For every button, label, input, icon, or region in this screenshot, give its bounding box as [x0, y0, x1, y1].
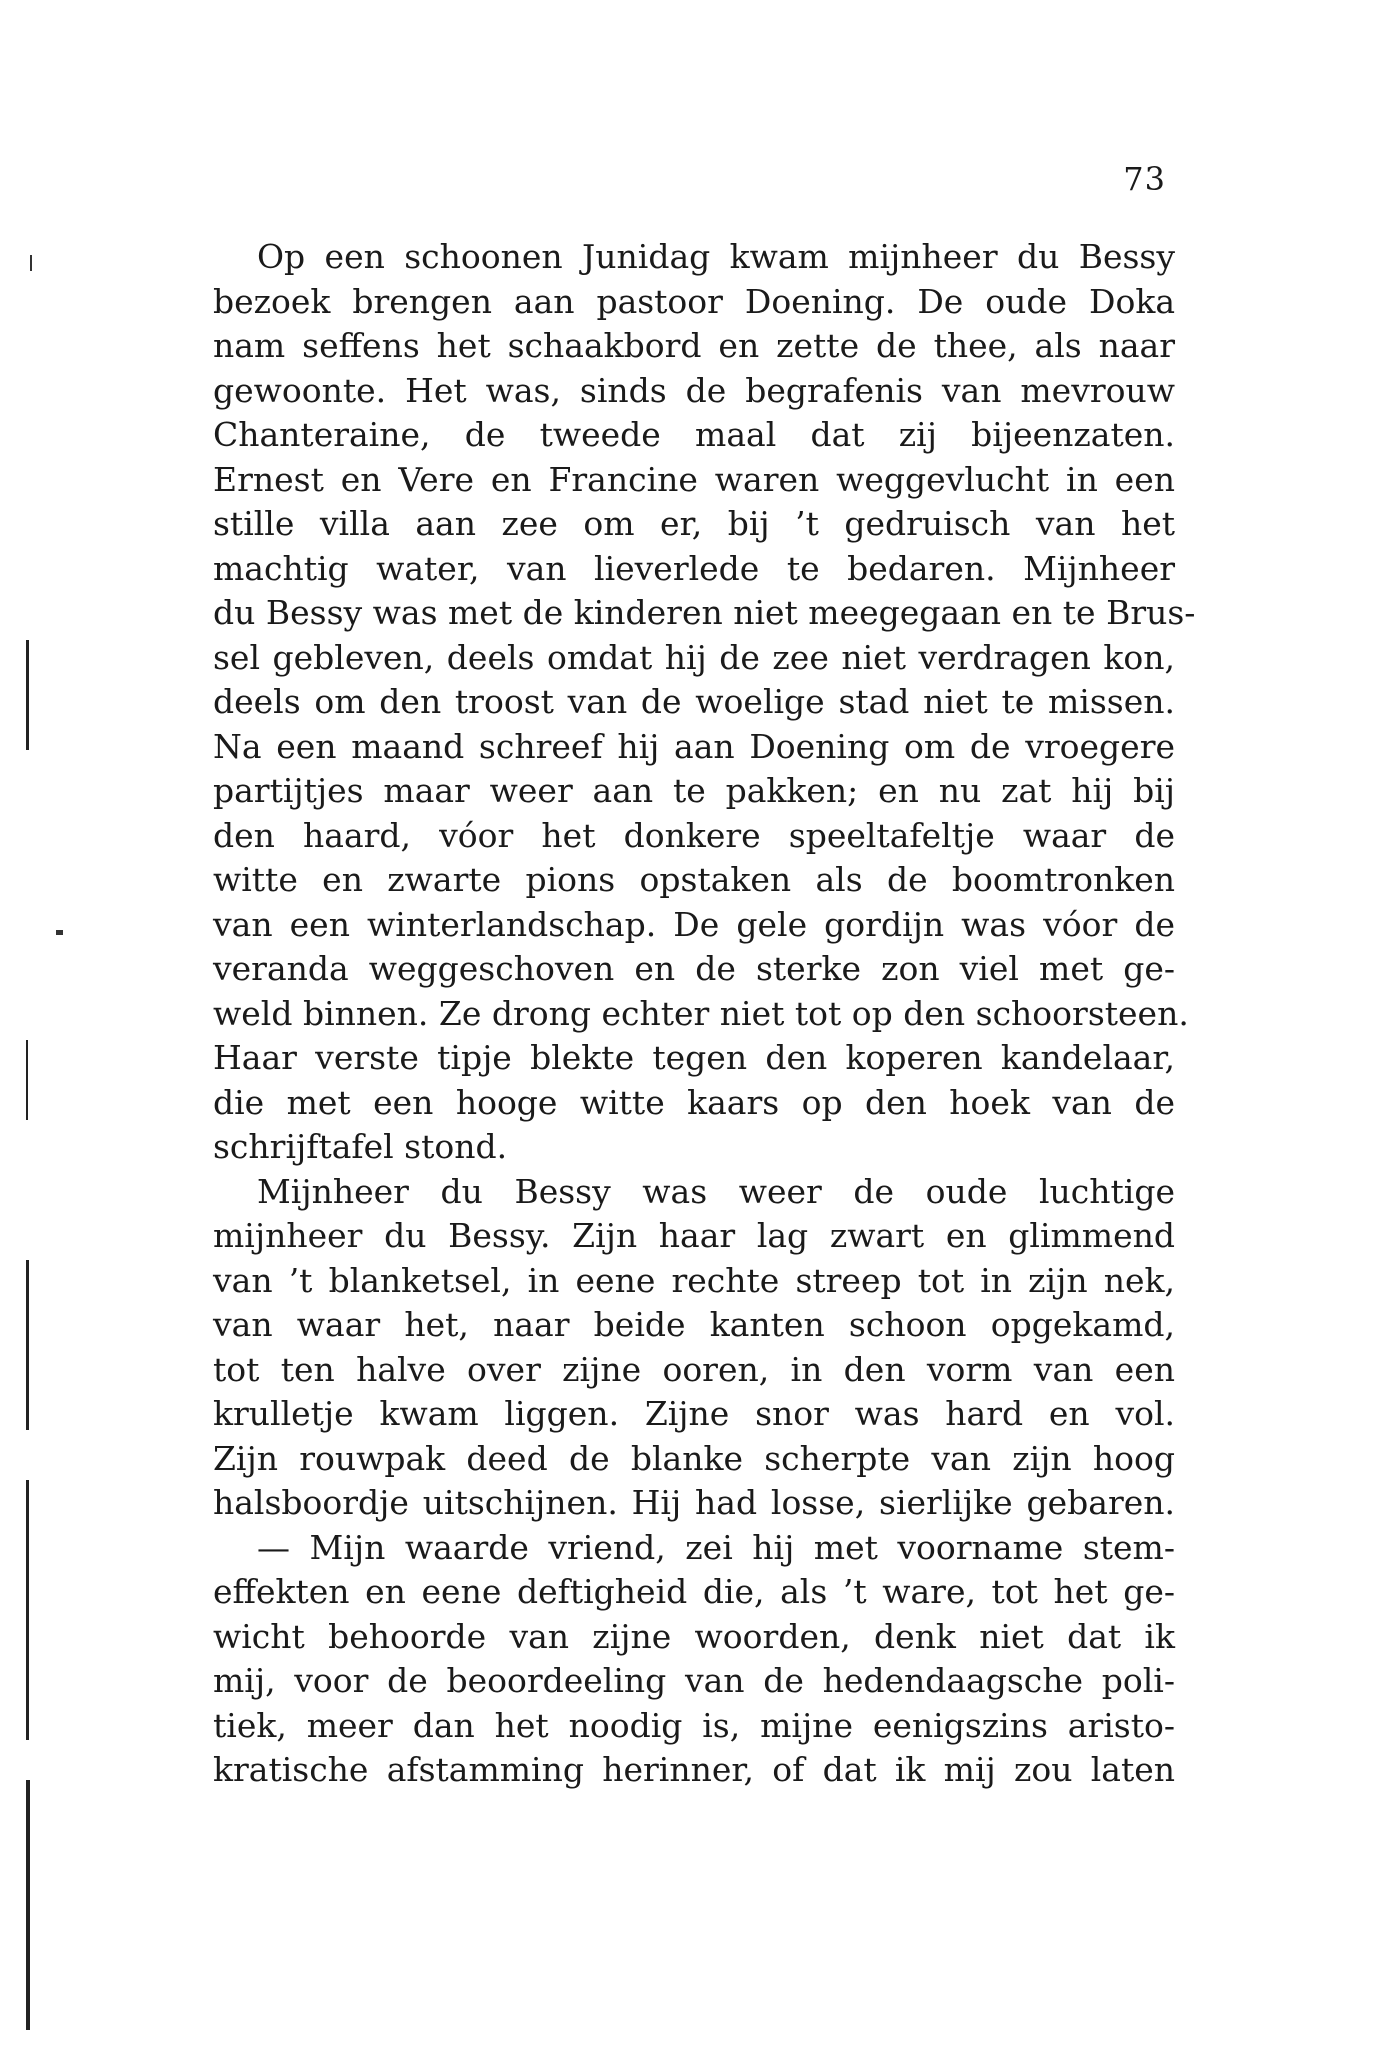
text-line: tiek, meer dan het noodig is, mijne eenigszins aristo- [213, 1705, 1175, 1745]
page-number: 73 [1123, 160, 1166, 198]
text-line: Ernest en Vere en Francine waren weggevlucht in een [213, 459, 1175, 499]
text-line: van waar het, naar beide kanten schoon opgekamd, [213, 1305, 1175, 1344]
text-line: witte en zwarte pions opstaken als de boomtronken [213, 860, 1175, 899]
text-line: Mijnheer du Bessy was weer de oude luchtige [257, 1171, 1175, 1211]
text-line: wicht behoorde van zijne woorden, denk niet dat ik [213, 1616, 1175, 1656]
text-line: mij, voor de beoordeeling van de hedendaagsche poli- [213, 1661, 1175, 1700]
text-line: Haar verste tipje blekte tegen den koperen kandelaar, [213, 1038, 1175, 1077]
text-line: deels om den troost van de woelige stad niet te missen. [213, 682, 1175, 721]
scan-edge-mark [26, 1780, 30, 2030]
text-line: tot ten halve over zijne ooren, in den vorm van een [213, 1349, 1175, 1389]
text-line: die met een hooge witte kaars op den hoek van de [213, 1082, 1175, 1122]
text-line: sel gebleven, deels omdat hij de zee niet verdragen kon, [213, 637, 1175, 677]
scan-speck [56, 930, 63, 935]
text-line: gewoonte. Het was, sinds de begrafenis van mevrouw [213, 370, 1175, 410]
text-line: — Mijn waarde vriend, zei hij met voorname stem- [257, 1527, 1175, 1567]
text-line: kratische afstamming herinner, of dat ik mij zou laten [213, 1750, 1175, 1789]
scan-edge-mark [26, 640, 29, 750]
text-line: van ’t blanketsel, in eene rechte streep tot in zijn nek, [213, 1260, 1175, 1300]
text-line: machtig water, van lieverlede te bedaren. Mijnheer [213, 548, 1175, 588]
text-line: den haard, vóor het donkere speeltafeltje waar de [213, 815, 1175, 855]
text-line: Chanteraine, de tweede maal dat zij bijeenzaten. [213, 415, 1175, 454]
text-line: weld binnen. Ze drong echter niet tot op den schoorsteen. [213, 993, 1189, 1033]
scan-edge-mark [26, 1040, 28, 1120]
text-line: veranda weggeschoven en de sterke zon viel met ge- [213, 949, 1175, 988]
text-line: halsboordje uitschijnen. Hij had losse, sierlijke gebaren. [213, 1483, 1175, 1522]
scan-speck [30, 255, 32, 271]
scan-edge-mark [26, 1260, 29, 1430]
scan-edge-mark [26, 1480, 29, 1740]
text-line: krulletje kwam liggen. Zijne snor was hard en vol. [213, 1394, 1175, 1433]
text-line: nam seffens het schaakbord en zette de thee, als naar [213, 326, 1175, 365]
text-line: schrijftafel stond. [213, 1127, 508, 1166]
text-line: van een winterlandschap. De gele gordijn was vóor de [213, 904, 1175, 944]
text-line: partijtjes maar weer aan te pakken; en nu zat hij bij [213, 771, 1175, 810]
text-line: effekten en eene deftigheid die, als ’t ware, tot het ge- [213, 1572, 1175, 1611]
text-line: Na een maand schreef hij aan Doening om de vroegere [213, 726, 1175, 766]
text-line: Zijn rouwpak deed de blanke scherpte van zijn hoog [213, 1438, 1175, 1478]
text-line: mijnheer du Bessy. Zijn haar lag zwart en glimmend [213, 1216, 1175, 1255]
text-line: stille villa aan zee om er, bij ’t gedruisch van het [213, 504, 1175, 543]
body-text [213, 235, 1196, 1793]
text-line: bezoek brengen aan pastoor Doening. De oude Doka [213, 281, 1175, 321]
text-line: du Bessy was met de kinderen niet meegegaan en te Brus- [213, 593, 1196, 632]
text-line: Op een schoonen Junidag kwam mijnheer du Bessy [257, 237, 1175, 276]
